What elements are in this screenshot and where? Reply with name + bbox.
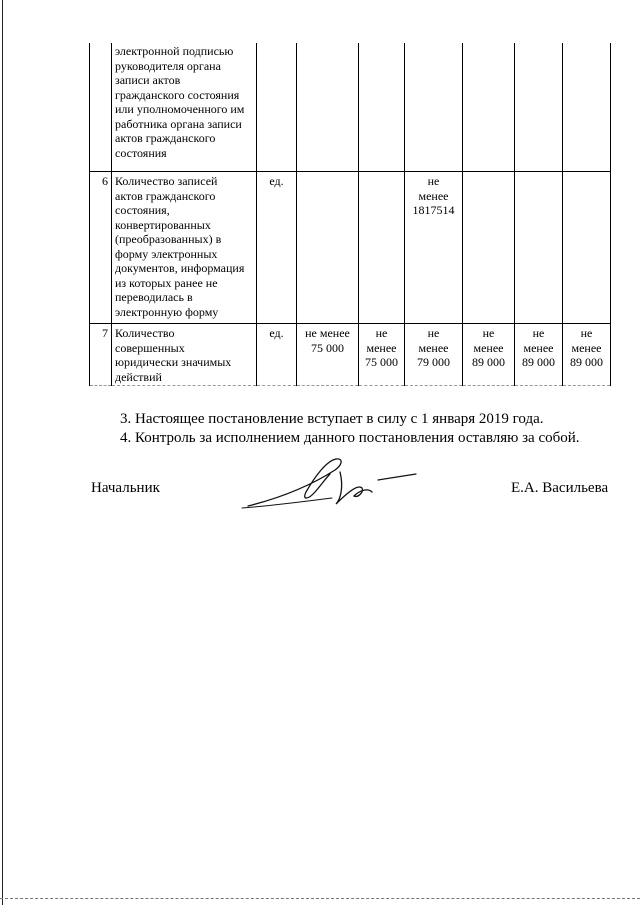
value-cell [405, 324, 463, 386]
value-cell [463, 43, 515, 172]
row-number-cell [90, 43, 112, 172]
signatory-title: Начальник [91, 480, 160, 496]
desc-line: гражданского состояния [115, 87, 240, 102]
desc-line: документов, информация [115, 261, 245, 275]
row-number-cell: 6 [90, 172, 112, 324]
value-line: менее [418, 340, 449, 355]
value-cell [563, 324, 611, 386]
desc-line: Количество [115, 326, 175, 340]
row-description-cell [112, 324, 257, 386]
value-cell [515, 324, 563, 386]
handwritten-signature [240, 448, 420, 518]
value-cell [359, 43, 405, 172]
value-line: не [532, 326, 545, 340]
value-cell [515, 43, 563, 172]
signatory-name: Е.А. Васильева [511, 480, 609, 496]
desc-line: электронную форму [115, 304, 219, 319]
value-line: 1817514 [412, 203, 455, 217]
value-cell [359, 324, 405, 386]
desc-line: или уполномоченного им [115, 102, 245, 116]
value-cell [405, 172, 463, 324]
value-line: 89 000 [472, 355, 505, 369]
desc-line: актов гражданского [115, 188, 216, 203]
row-number-cell: 7 [90, 324, 112, 386]
value-cell [463, 172, 515, 324]
value-cell [297, 43, 359, 172]
value-line: менее [366, 340, 397, 355]
value-cell [563, 172, 611, 324]
desc-line: состояния [115, 145, 167, 160]
value-line: менее [418, 188, 449, 203]
row-description-cell [112, 172, 257, 324]
unit-cell: ед. [257, 324, 297, 386]
value-line: не менее [305, 326, 350, 340]
value-cell [297, 172, 359, 324]
unit-cell [257, 43, 297, 172]
value-cell [515, 172, 563, 324]
table-row-7 [90, 324, 611, 386]
desc-line: руководителя органа [115, 58, 221, 73]
value-line: менее [571, 340, 602, 355]
desc-line: конвертированных [115, 217, 211, 232]
desc-line: юридически значимых [115, 355, 232, 369]
table-row-continuation [90, 43, 611, 172]
value-line: 75 000 [365, 355, 398, 369]
value-cell [359, 172, 405, 324]
desc-line: (преобразованных) в [115, 232, 222, 246]
paragraph-3: 3. Настоящее постановление вступает в силу с 1 января 2019 года. [120, 411, 544, 427]
value-line: 89 000 [522, 355, 555, 369]
indicators-table [89, 43, 611, 386]
value-cell [405, 43, 463, 172]
value-line: не [427, 326, 440, 340]
unit-cell: ед. [257, 172, 297, 324]
value-line: 79 000 [417, 355, 450, 369]
value-line: не [375, 326, 388, 340]
page-bottom-edge [0, 898, 640, 899]
desc-line: записи актов [115, 73, 181, 87]
value-line: менее [473, 340, 504, 355]
value-line: не [482, 326, 495, 340]
desc-line: из которых ранее не [115, 275, 218, 290]
desc-line: актов гражданского [115, 131, 216, 145]
value-line: не [427, 174, 440, 188]
value-line: 75 000 [311, 340, 344, 355]
page-left-edge [2, 0, 3, 905]
paragraph-4: 4. Контроль за исполнением данного постановления оставляю за собой. [120, 430, 580, 446]
desc-line: работника органа записи [115, 116, 242, 131]
desc-line: действий [115, 369, 162, 384]
value-line: 89 000 [570, 355, 603, 369]
value-line: менее [523, 340, 554, 355]
value-cell [463, 324, 515, 386]
desc-line: совершенных [115, 340, 185, 355]
desc-line: состояния, [115, 203, 170, 217]
value-line: не [580, 326, 593, 340]
desc-line: форму электронных [115, 246, 218, 261]
desc-line: Количество записей [115, 174, 218, 188]
value-cell [297, 324, 359, 386]
desc-line: электронной подписью [115, 44, 234, 58]
row-description-cell [112, 43, 257, 172]
desc-line: переводилась в [115, 290, 193, 304]
value-cell [563, 43, 611, 172]
table-row-6 [90, 172, 611, 324]
